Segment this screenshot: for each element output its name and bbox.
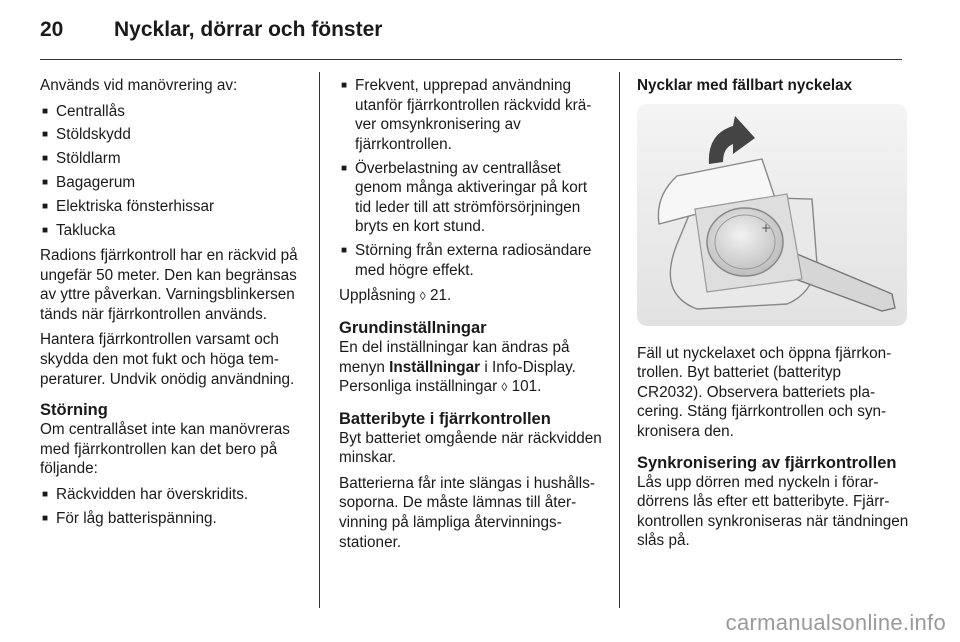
section-heading-grundinstallningar: Grundinställningar — [339, 318, 487, 337]
section-heading-nycklar: Nycklar med fällbart nyckelax — [637, 77, 853, 94]
settings-menu-name: Inställningar — [389, 358, 481, 376]
battery-change-paragraph: Fäll ut nyckelaxet och öppna fjärrkontrollen. Byt batteriet (batterityp CR2032). Observera batteriets placering. Stäng fjärrkontrollen och synkronisera den. — [637, 344, 892, 440]
causes-list — [40, 485, 310, 528]
battery-paragraph-2: Batterierna får inte slängas i hushållssoporna. De måste lämnas till återvinning på lämpliga återvinningsstationer. — [339, 474, 595, 551]
list-item: ■ Taklucka — [40, 221, 310, 241]
section-heading-batteribyte: Batteribyte i fjärrkontrollen — [339, 409, 551, 428]
section-heading-synkronisering: Synkronisering av fjärrkontrollen — [637, 453, 897, 472]
key-battery-illustration — [637, 104, 907, 326]
list-item: ■ Bagagerum — [40, 173, 310, 193]
sync-paragraph: Lås upp dörren med nyckeln i förardörrens lås efter ett batteribyte. Fjärrkontrollen synkroniseras när tändningen slås på. — [637, 473, 909, 550]
page-title: Nycklar, dörrar och fönster — [114, 18, 383, 41]
list-item: ■ Stöldskydd — [40, 125, 310, 145]
column-3 — [637, 76, 909, 557]
list-item: ■ Störning från externa radiosändare med högre effekt. — [339, 241, 605, 280]
page-header — [40, 18, 902, 52]
column-divider-1 — [319, 72, 320, 608]
care-paragraph: Hantera fjärrkontrollen varsamt och skydda den mot fukt och höga temperaturer. Undvik onödig användning. — [40, 331, 295, 388]
storning-paragraph: Om centrallåset inte kan manövreras med fjärrkontrollen kan det bero på följande: — [40, 421, 290, 478]
battery-paragraph-1: Byt batteriet omgående när räckvidden minskar. — [339, 429, 602, 467]
reference-arrow-icon: ◊ — [419, 289, 426, 304]
settings-text-pre: En del inställningar kan ändras på menyn — [339, 338, 570, 376]
coin-battery — [707, 208, 783, 276]
settings-page-ref[interactable]: 101. — [511, 378, 542, 396]
usage-list — [40, 102, 310, 241]
intro-text: Används vid manövrering av: — [40, 77, 238, 94]
header-rule — [40, 59, 902, 60]
causes-list-continued — [339, 76, 605, 280]
list-item: ■ Centrallås — [40, 102, 310, 122]
list-item: ■ Frekvent, upprepad användning utanför fjärrkontrollen räckvidd kräver omsynkronisering av fjärrkontrollen. — [339, 76, 605, 154]
column-1 — [40, 76, 310, 534]
page-number: 20 — [40, 18, 64, 41]
key-illustration-svg — [637, 104, 907, 326]
unlock-page-ref[interactable]: 21. — [429, 287, 452, 305]
unlock-text: Upplåsning — [339, 287, 416, 305]
column-divider-2 — [619, 72, 620, 608]
settings-paragraph — [339, 338, 605, 398]
list-item: ■ Räckvidden har överskridits. — [40, 485, 310, 505]
battery-plus-sign: + — [761, 220, 772, 235]
reference-arrow-icon: ◊ — [501, 380, 508, 395]
list-item: ■ Elektriska fönsterhissar — [40, 197, 310, 217]
column-2 — [339, 76, 605, 558]
list-item: ■ Överbelastning av centrallåset genom många aktiveringar på kort tid leder till att strömförsörjningen bryts en kort stund. — [339, 159, 605, 237]
watermark: carmanualsonline.info — [725, 610, 946, 635]
list-item: ■ För låg batterispänning. — [40, 509, 310, 529]
settings-text-post: i Info-Display. Personliga inställningar — [339, 358, 576, 396]
section-heading-storning: Störning — [40, 401, 108, 420]
range-paragraph: Radions fjärrkontroll har en räckvid på ungefär 50 meter. Den kan begränsas av yttre påverkan. Varningsblinkersen tänds när fjärrkontrollen används. — [40, 247, 298, 323]
list-item: ■ Stöldlarm — [40, 149, 310, 169]
unlock-reference — [339, 286, 605, 307]
